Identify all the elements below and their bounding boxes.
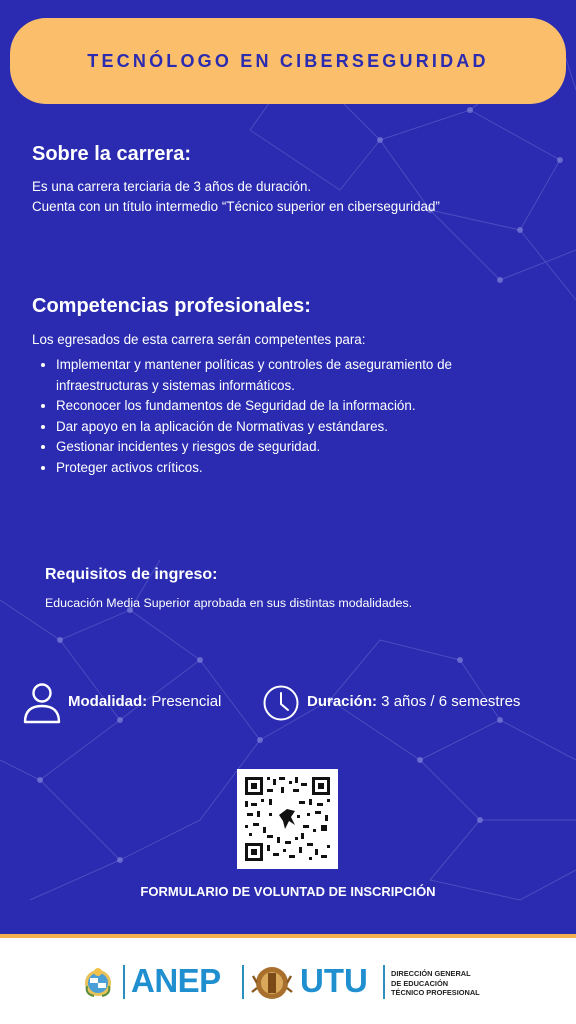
divider (123, 965, 125, 999)
modalidad-label: Modalidad: (68, 693, 148, 710)
footer-logos (0, 934, 576, 1024)
dgetp-line-2: DE EDUCACIÓN (391, 978, 449, 988)
list-item: • Dar apoyo en la aplicación de Normativas y estándares. (56, 417, 546, 438)
competencias-intro: Los egresados de esta carrera serán competentes para: (32, 332, 366, 347)
dgetp-line-1: DIRECCIÓN GENERAL (391, 969, 471, 978)
page-title: TECNÓLOGO EN CIBERSEGURIDAD (87, 50, 489, 71)
requisitos-text: Educación Media Superior aprobada en sus distintas modalidades. (45, 596, 413, 610)
list-item: • Gestionar incidentes y riesgos de seguridad. (56, 437, 546, 458)
form-label[interactable]: FORMULARIO DE VOLUNTAD DE INSCRIPCIÓN (140, 884, 436, 899)
sobre-line-2: Cuenta con un título intermedio “Técnico superior en ciberseguridad” (32, 199, 440, 214)
modalidad-value: Presencial (147, 693, 222, 710)
competencias-list (38, 355, 546, 478)
modalidad-text (68, 693, 221, 710)
sobre-heading: Sobre la carrera: (32, 143, 191, 165)
duracion-text (307, 693, 520, 710)
divider (383, 965, 385, 999)
clock-icon (262, 684, 300, 722)
info-row (0, 682, 576, 724)
duracion-value: 3 años / 6 semestres (377, 693, 521, 710)
divider (242, 965, 244, 999)
dgetp-label (391, 969, 480, 998)
list-item: • Implementar y mantener políticas y controles de aseguramiento de infraestructuras y sistemas informáticos. (56, 355, 546, 396)
competencias-heading: Competencias profesionales: (32, 295, 311, 317)
duracion-label: Duración: (307, 693, 378, 710)
uruguay-seal-icon (82, 966, 114, 998)
utu-logo: UTU (300, 962, 368, 999)
sobre-line-1: Es una carrera terciaria de 3 años de duración. (32, 179, 312, 194)
person-icon (22, 682, 62, 724)
utu-emblem-icon (251, 964, 293, 1002)
anep-logo: ANEP (131, 962, 221, 999)
title-banner (10, 18, 566, 104)
requisitos-heading: Requisitos de ingreso: (45, 566, 218, 583)
list-item: • Reconocer los fundamentos de Seguridad de la información. (56, 396, 546, 417)
list-item: • Proteger activos críticos. (56, 458, 546, 479)
qr-code[interactable] (237, 769, 338, 869)
dgetp-line-3: TÉCNICO PROFESIONAL (391, 988, 480, 997)
